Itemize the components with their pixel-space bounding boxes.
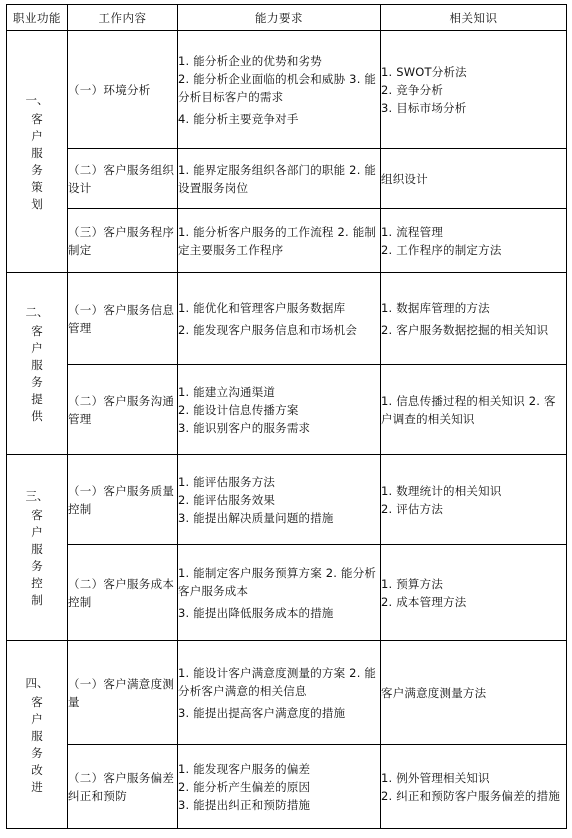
- ability-item: 2. 能设计信息传播方案: [178, 402, 299, 417]
- work-content: （二）客户服务成本控制: [68, 576, 175, 609]
- work-content: （二）客户服务偏差纠正和预防: [68, 770, 175, 803]
- work-content: （一）客户服务质量控制: [68, 483, 175, 516]
- knowledge-item: 3. 目标市场分析: [381, 100, 467, 115]
- knowledge-item: 1. 数理统计的相关知识: [381, 483, 502, 498]
- function-number: 二、: [25, 304, 49, 319]
- function-cell: [7, 455, 68, 641]
- ability-item: 1. 能建立沟通渠道: [178, 384, 276, 399]
- work-content-cell: [68, 455, 178, 545]
- knowledge-item: 2. 竞争分析: [381, 82, 444, 97]
- ability-cell: [178, 365, 381, 455]
- function-name: 客户服务策划: [31, 111, 43, 211]
- work-content: （一）客户满意度测量: [68, 676, 175, 709]
- function-cell: [7, 273, 68, 455]
- table-row: [7, 31, 567, 149]
- knowledge-cell: [381, 273, 567, 365]
- knowledge-item: 1. SWOT分析法: [381, 64, 467, 79]
- table-row: [7, 209, 567, 273]
- knowledge-cell: [381, 209, 567, 273]
- table-row: [7, 365, 567, 455]
- ability-item: 4. 能分析主要竞争对手: [178, 111, 299, 126]
- ability-item: 2. 能分析产生偏差的原因: [178, 779, 311, 794]
- ability-item: 1. 能分析企业的优势和劣势: [178, 53, 322, 68]
- knowledge-item: 组织设计: [381, 171, 428, 186]
- ability-item: 2. 能发现客户服务信息和市场机会: [178, 322, 358, 337]
- ability-cell: [178, 641, 381, 745]
- knowledge-item: 2. 成本管理方法: [381, 594, 467, 609]
- work-content-cell: [68, 365, 178, 455]
- knowledge-item: 客户满意度测量方法: [381, 685, 487, 700]
- table-row: [7, 545, 567, 641]
- work-content-cell: [68, 273, 178, 365]
- work-content: （二）客户服务组织设计: [68, 162, 175, 195]
- knowledge-item: 1. 信息传播过程的相关知识 2. 客户调查的相关知识: [381, 393, 556, 426]
- ability-item: 3. 能识别客户的服务需求: [178, 420, 311, 435]
- table-row: [7, 641, 567, 745]
- knowledge-cell: [381, 149, 567, 209]
- header-knowledge: 相关知识: [381, 5, 567, 31]
- ability-item: 1. 能界定服务组织各部门的职能 2. 能设置服务岗位: [178, 162, 377, 195]
- ability-item: 1. 能优化和管理客户服务数据库: [178, 300, 346, 315]
- work-content-cell: [68, 149, 178, 209]
- ability-cell: [178, 545, 381, 641]
- ability-item: 1. 能分析客户服务的工作流程 2. 能制定主要服务工作程序: [178, 224, 377, 257]
- ability-item: 1. 能评估服务方法: [178, 474, 276, 489]
- header-function: 职业功能: [7, 5, 68, 31]
- function-name: 客户服务控制: [31, 507, 43, 607]
- function-name: 客户服务提供: [31, 323, 43, 423]
- function-cell: [7, 641, 68, 829]
- knowledge-item: 1. 数据库管理的方法: [381, 300, 490, 315]
- function-number: 三、: [25, 488, 49, 503]
- knowledge-cell: [381, 455, 567, 545]
- ability-item: 3. 能提出提高客户满意度的措施: [178, 705, 346, 720]
- knowledge-cell: [381, 365, 567, 455]
- competency-table: [6, 4, 567, 829]
- ability-item: 3. 能提出解决质量问题的措施: [178, 510, 334, 525]
- ability-item: 1. 能制定客户服务预算方案 2. 能分析客户服务成本: [178, 565, 377, 598]
- ability-cell: [178, 209, 381, 273]
- knowledge-cell: [381, 31, 567, 149]
- work-content-cell: [68, 745, 178, 829]
- ability-cell: [178, 273, 381, 365]
- work-content: （一）环境分析: [68, 82, 151, 97]
- work-content: （一）客户服务信息管理: [68, 302, 175, 335]
- knowledge-cell: [381, 641, 567, 745]
- work-content-cell: [68, 31, 178, 149]
- table-row: [7, 149, 567, 209]
- table-row: [7, 745, 567, 829]
- function-number: 四、: [25, 675, 49, 690]
- header-content: 工作内容: [68, 5, 178, 31]
- function-cell: [7, 31, 68, 273]
- knowledge-item: 1. 流程管理: [381, 224, 444, 239]
- ability-item: 1. 能设计客户满意度测量的方案 2. 能分析客户满意的相关信息: [178, 665, 377, 698]
- knowledge-item: 2. 客户服务数据挖掘的相关知识: [381, 322, 549, 337]
- ability-item: 1. 能发现客户服务的偏差: [178, 761, 311, 776]
- work-content-cell: [68, 545, 178, 641]
- knowledge-cell: [381, 545, 567, 641]
- knowledge-item: 1. 预算方法: [381, 576, 444, 591]
- ability-cell: [178, 745, 381, 829]
- knowledge-item: 2. 工作程序的制定方法: [381, 242, 502, 257]
- table-row: [7, 273, 567, 365]
- ability-item: 3. 能提出纠正和预防措施: [178, 797, 311, 812]
- ability-cell: [178, 455, 381, 545]
- knowledge-cell: [381, 745, 567, 829]
- work-content-cell: [68, 209, 178, 273]
- header-ability: 能力要求: [178, 5, 381, 31]
- knowledge-item: 2. 评估方法: [381, 501, 444, 516]
- knowledge-item: 2. 纠正和预防客户服务偏差的措施: [381, 788, 561, 803]
- function-name: 客户服务改进: [31, 694, 43, 794]
- ability-cell: [178, 149, 381, 209]
- ability-item: 2. 能评估服务效果: [178, 492, 276, 507]
- work-content-cell: [68, 641, 178, 745]
- ability-item: 2. 能分析企业面临的机会和威胁 3. 能分析目标客户的需求: [178, 71, 377, 104]
- knowledge-item: 1. 例外管理相关知识: [381, 770, 490, 785]
- work-content: （三）客户服务程序制定: [68, 224, 175, 257]
- work-content: （二）客户服务沟通管理: [68, 393, 175, 426]
- ability-item: 3. 能提出降低服务成本的措施: [178, 605, 334, 620]
- ability-cell: [178, 31, 381, 149]
- function-number: 一、: [25, 92, 49, 107]
- header-row: [7, 5, 567, 31]
- table-row: [7, 455, 567, 545]
